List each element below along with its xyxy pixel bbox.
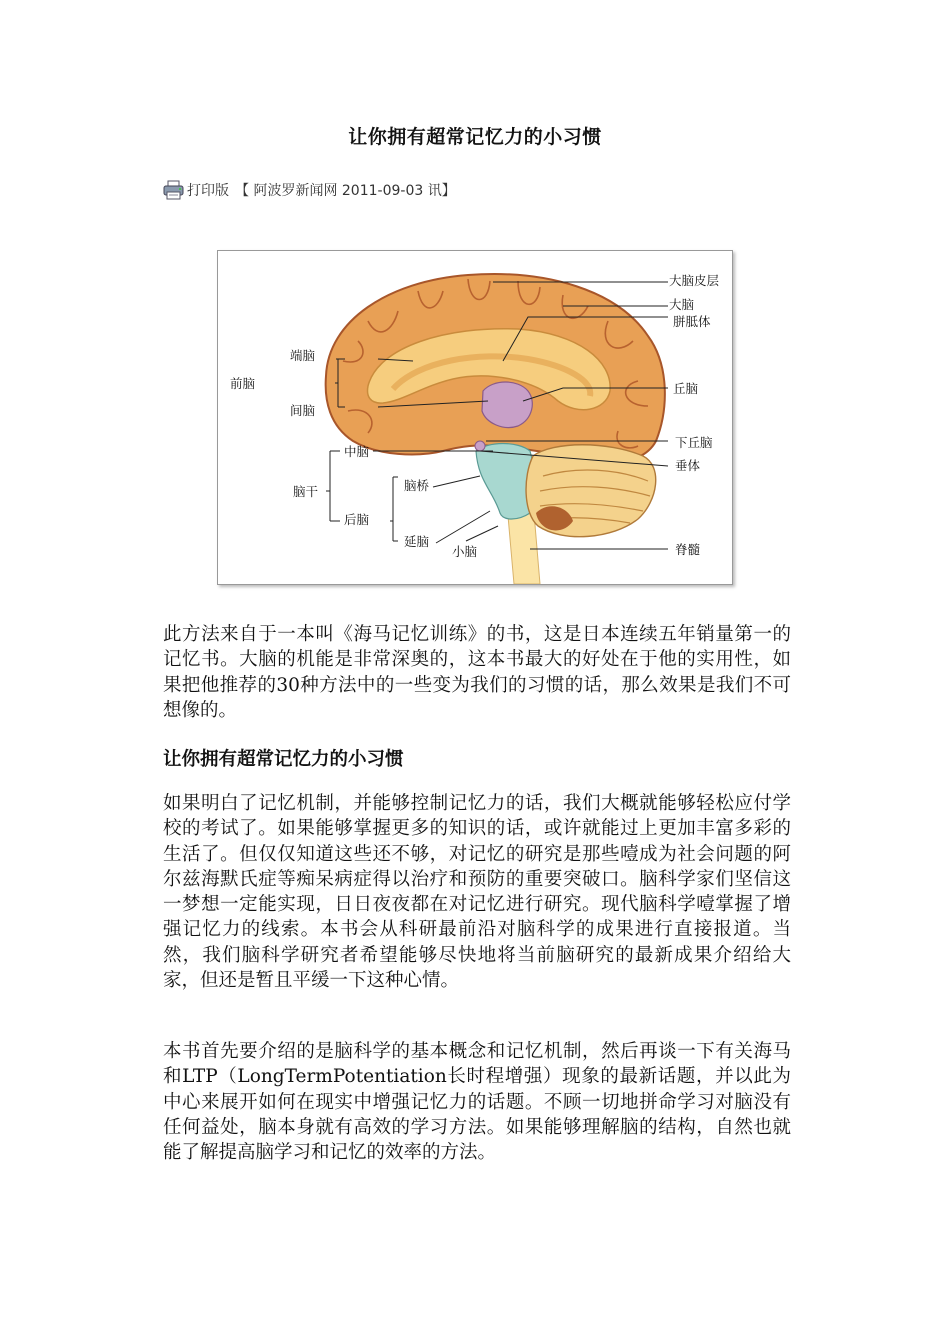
label-corpus-callosum: 胼胝体	[673, 314, 711, 329]
label-thalamus: 丘脑	[673, 381, 699, 396]
label-cerebrum: 大脑	[669, 297, 695, 312]
label-spinal-cord: 脊髓	[675, 542, 701, 557]
thalamus-shape	[482, 382, 532, 428]
label-medulla: 延脑	[404, 534, 430, 549]
article-meta	[163, 180, 456, 200]
label-cerebellum: 小脑	[452, 544, 478, 559]
article-title: 让你拥有超常记忆力的小习惯	[348, 126, 602, 148]
brain-diagram	[217, 250, 733, 585]
label-telencephalon: 端脑	[290, 348, 316, 363]
label-hindbrain: 后脑	[344, 512, 370, 527]
article-source: 【 阿波罗新闻网 2011-09-03 讯】	[235, 183, 456, 199]
printer-icon[interactable]	[163, 180, 185, 200]
intro-paragraph: 此方法来自于一本叫《海马记忆训练》的书，这是日本连续五年销量第一的记忆书。大脑的机能是非常深奥的，这本书最大的好处在于他的实用性，如果把他推荐的30种方法中的一些变为我们的习惯的话，那么效果是我们不可想像的。	[163, 624, 791, 721]
body-paragraph-1: 如果明白了记忆机制，并能够控制记忆力的话，我们大概就能够轻松应付学校的考试了。如果能够掌握更多的知识的话，或许就能过上更加丰富多彩的生活了。但仅仅知道这些还不够，对记忆的研究是那些噎成为社会问题的阿尔兹海默氏症等痴呆病症得以治疗和预防的重要突破口。脑科学家们坚信这一梦想一定能实现，日日夜夜都在对记忆进行研究。现代脑科学噎掌握了增强记忆力的线索。本书会从科研最前沿对脑科学的成果进行直接报道。当然，我们脑科学研究者希望能够尽快地将当前脑研究的最新成果介绍给大家，但还是暂且平缓一下这种心情。	[163, 793, 791, 992]
print-version-link[interactable]: 打印版	[187, 183, 229, 199]
section-heading: 让你拥有超常记忆力的小习惯	[163, 749, 404, 770]
pituitary-shape	[475, 441, 485, 451]
label-brainstem: 脑干	[293, 484, 319, 499]
label-diencephalon: 间脑	[290, 403, 316, 418]
label-hypothalamus: 下丘脑	[675, 435, 713, 450]
label-pons: 脑桥	[404, 478, 430, 493]
label-cortex: 大脑皮层	[669, 273, 720, 288]
label-forebrain: 前脑	[230, 376, 256, 391]
body-paragraph-2: 本书首先要介绍的是脑科学的基本概念和记忆机制，然后再谈一下有关海马和LTP（LongTermPotentiation长时程增强）现象的最新话题，并以此为中心来展开如何在现实中增强记忆力的话题。不顾一切地拼命学习对脑没有任何益处，脑本身就有高效的学习方法。如果能够理解脑的结构，自然也就能了解提高脑学习和记忆的效率的方法。	[163, 1041, 791, 1164]
label-midbrain: 中脑	[344, 444, 370, 459]
label-pituitary: 垂体	[675, 458, 701, 473]
